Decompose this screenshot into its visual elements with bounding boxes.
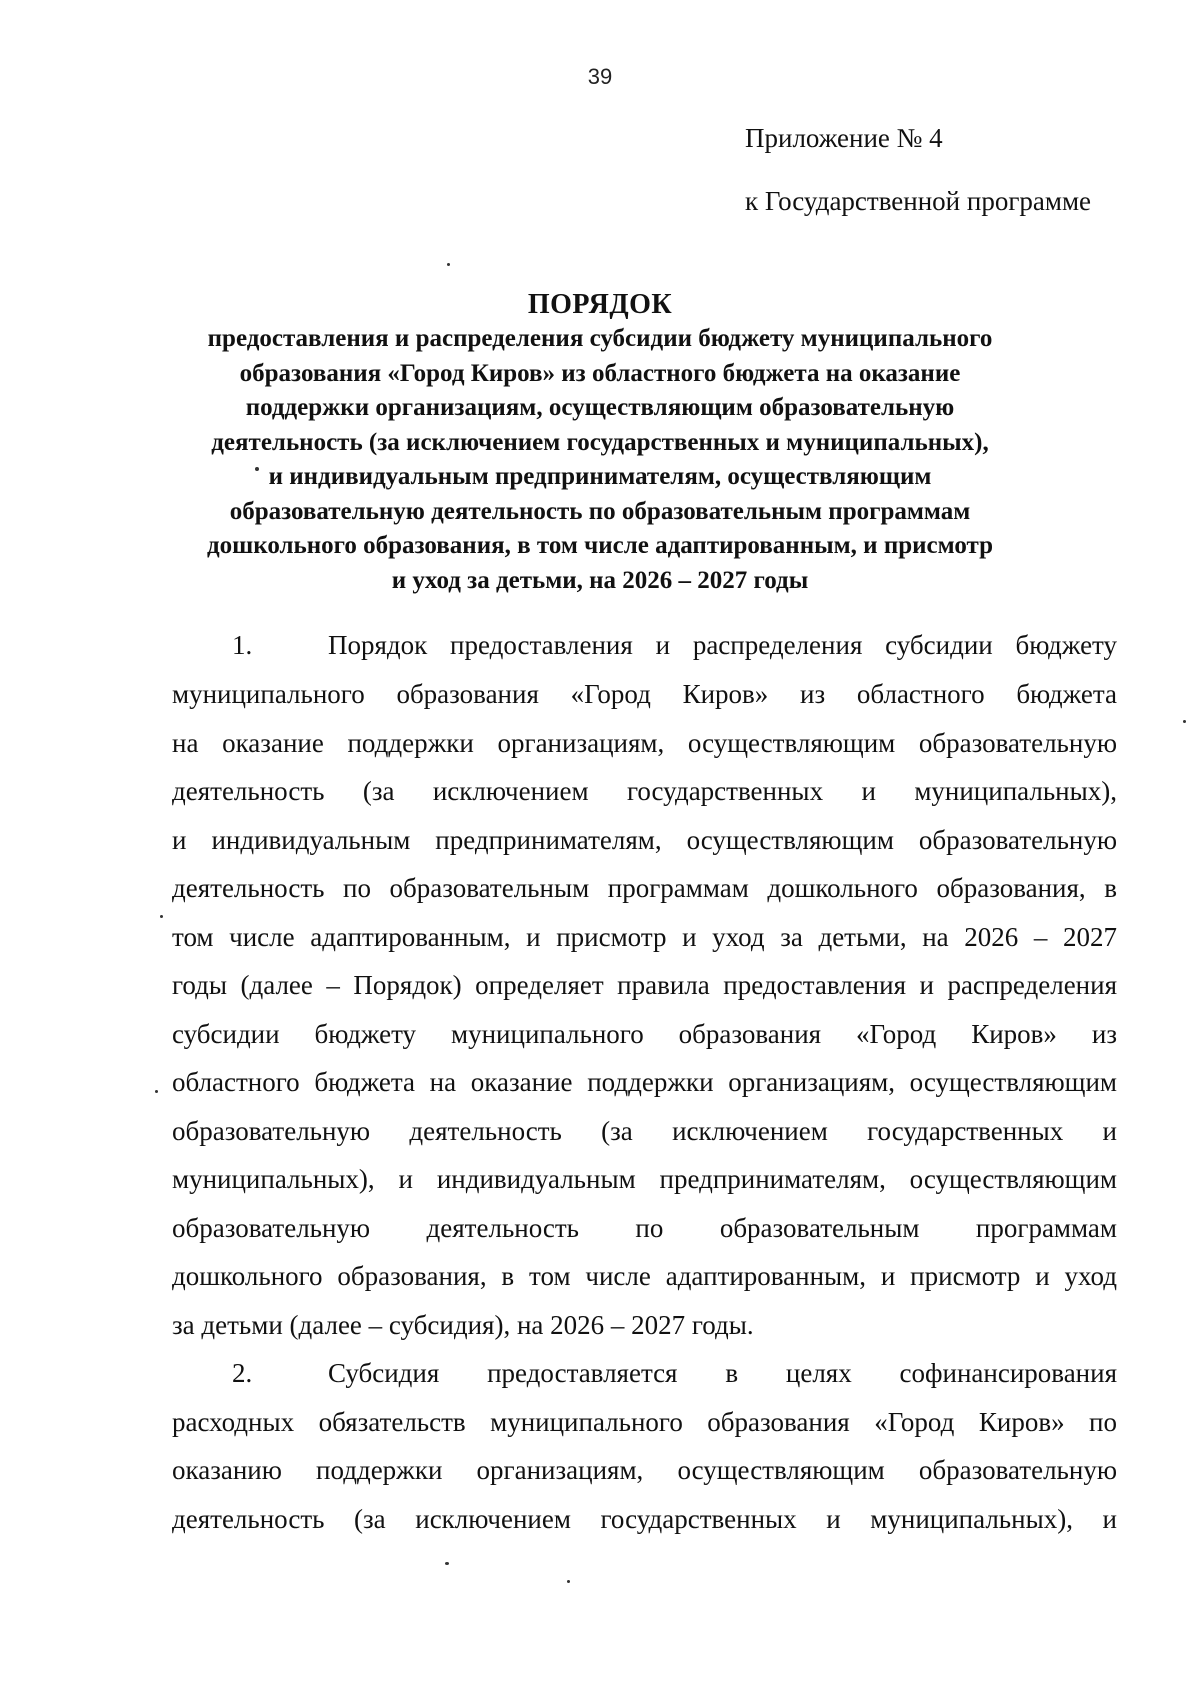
paragraph-line: дошкольного образования, в том числе адаптированным, и присмотр и уход (172, 1261, 1117, 1291)
scan-speck (567, 1580, 570, 1583)
scan-speck (445, 1562, 449, 1565)
paragraph-1-lead: Порядок предоставления и распределения субсидии бюджету (328, 630, 1117, 660)
scan-speck (255, 467, 259, 471)
title-heading: ПОРЯДОК (527, 289, 673, 320)
scan-speck (1183, 720, 1186, 723)
title-line: предоставления и распределения субсидии бюджету муниципального (207, 325, 993, 352)
paragraph-line: за детьми (далее – субсидия), на 2026 – 2027 годы. (172, 1310, 754, 1340)
scan-speck (160, 915, 163, 918)
paragraph-2-first-line (232, 1356, 1117, 1390)
title-line: поддержки организациям, осуществляющим образовательную (245, 394, 955, 421)
paragraph-line: областного бюджета на оказание поддержки организациям, осуществляющим (172, 1067, 1117, 1097)
title-line: дошкольного образования, в том числе адаптированным, и присмотр (207, 532, 993, 559)
paragraph-2-lead: Субсидия предоставляется в целях софинансирования (328, 1358, 1117, 1388)
paragraph-line: муниципальных), и индивидуальным предпринимателям, осуществляющим (172, 1164, 1117, 1194)
title-line: и индивидуальным предпринимателям, осуществляющим (268, 463, 932, 490)
appendix-reference: к Государственной программе (745, 186, 1092, 216)
paragraph-line: образовательную деятельность по образовательным программам (172, 1213, 1117, 1243)
paragraph-line: деятельность (за исключением государственных и муниципальных), (172, 776, 1117, 806)
paragraph-1-first-line (232, 628, 1117, 662)
paragraph-line: на оказание поддержки организациям, осуществляющим образовательную (172, 728, 1117, 758)
paragraph-line: муниципального образования «Город Киров» из областного бюджета (172, 679, 1117, 709)
appendix-number: Приложение № 4 (745, 123, 943, 153)
paragraph-line: деятельность по образовательным программам дошкольного образования, в (172, 873, 1117, 903)
scan-speck (155, 1090, 158, 1093)
paragraph-line: годы (далее – Порядок) определяет правила предоставления и распределения (172, 970, 1117, 1000)
paragraph-line: субсидии бюджету муниципального образования «Город Киров» из (172, 1019, 1117, 1049)
title-line: образовательную деятельность по образовательным программам (229, 497, 971, 525)
paragraph-line: и индивидуальным предпринимателям, осуществляющим образовательную (172, 825, 1117, 855)
paragraph-line: расходных обязательств муниципального образования «Город Киров» по (172, 1407, 1117, 1437)
paragraph-1-number: 1. (232, 630, 253, 660)
scan-speck (447, 263, 450, 266)
paragraph-line: оказанию поддержки организациям, осуществляющим образовательную (172, 1455, 1117, 1485)
title-line: и уход за детьми, на 2026 – 2027 годы (391, 566, 809, 594)
paragraph-2-number: 2. (232, 1358, 253, 1388)
paragraph-line: деятельность (за исключением государственных и муниципальных), и (172, 1504, 1117, 1534)
title-line: деятельность (за исключением государственных и муниципальных), (211, 428, 989, 456)
paragraph-line: образовательную деятельность (за исключением государственных и (172, 1116, 1117, 1146)
document-title (170, 288, 1030, 598)
page-number: 39 (587, 64, 613, 89)
paragraph-line: том числе адаптированным, и присмотр и уход за детьми, на 2026 – 2027 (172, 922, 1117, 952)
title-line: образования «Город Киров» из областного бюджета на оказание (239, 359, 961, 387)
